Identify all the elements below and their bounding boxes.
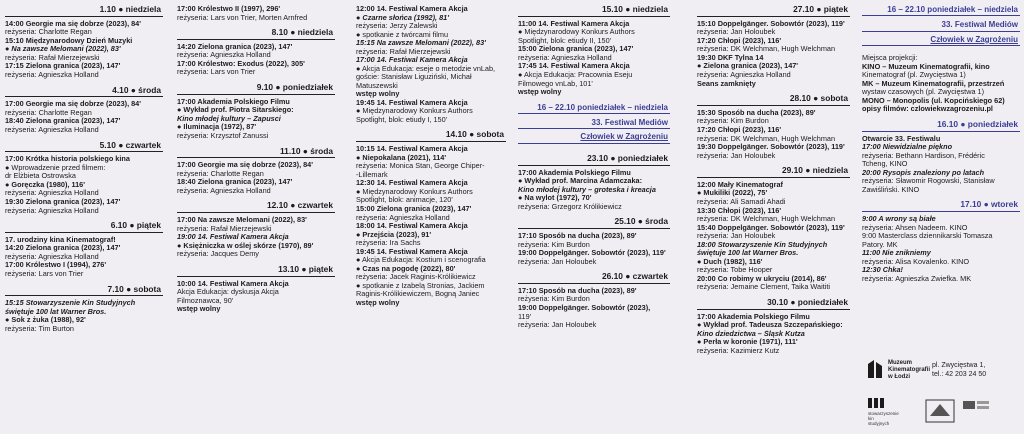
program-line: 14:20 Zielona granica (2023), 147' <box>5 244 121 253</box>
program-line: reżyseria: Kim Burdon <box>518 295 590 304</box>
program-line: Miejsca projekcji: <box>862 54 918 63</box>
venues-block <box>862 54 1020 114</box>
program-line: ● Przejścia (2023), 91' <box>356 230 432 239</box>
program-line: 17:00 Niewidzialne piękno <box>862 143 953 152</box>
program-line: reżyseria: Charlotte Regan <box>5 28 92 37</box>
program-line: reżyseria: Agnieszka Holland <box>5 125 99 134</box>
program-line: Matuszewski <box>356 81 398 90</box>
program-line: -Lillemark <box>356 170 388 179</box>
program-line: KINO – Muzeum Kinematografii, kino <box>862 62 990 71</box>
program-line: ● Akcja Edukacja: eseje o metodzie vnLab, <box>356 64 496 73</box>
museum-address: pl. Zwycięstwa 1, tel.: 42 203 24 50 <box>932 362 987 379</box>
program-column <box>177 5 335 431</box>
program-line: reżyseria: Agnieszka Holland <box>356 213 450 222</box>
day-header: 11.10 ● środa <box>177 147 335 159</box>
program-line: ● Goręczka (1980), 116' <box>5 180 85 189</box>
program-line: reżyseria: Jan Holoubek <box>697 151 776 160</box>
partner-logo-icon <box>962 400 992 420</box>
program-line: reżyseria: Agnieszka Holland <box>177 51 271 60</box>
program-line: 13:30 Chłopi (2023), 116' <box>697 206 782 215</box>
program-line: 14:00 Georgie ma się dobrze (2023), 84' <box>5 19 141 28</box>
program-line: wstęp wolny <box>177 305 221 314</box>
program-line: reżyseria: Rafał Mierzejewski <box>5 53 100 62</box>
program-line: 18:40 Zielona granica (2023), 147' <box>177 178 293 187</box>
program-line: 18:00 Stowarzyszenie Kin Studyjnych <box>697 240 828 249</box>
program-line: reżyseria: Agnieszka Holland <box>518 53 612 62</box>
program-line: reżyseria: Rafał Mierzejewski <box>356 47 451 56</box>
program-line: ● Akcja Edukacja: Pracownia Eseju <box>518 71 633 80</box>
program-line: 17:00 Georgie ma się dobrze (2023), 84' <box>5 100 141 109</box>
day-header: 26.10 ● czwartek <box>518 272 670 284</box>
program-line: Otwarcie 33. Festiwalu <box>862 134 941 143</box>
program-line: 19:00 Doppelgänger. Sobowtór (2023), <box>518 304 651 313</box>
program-line: 15:10 Międzynarodowy Dzień Muzyki <box>5 36 133 45</box>
program-line: Kino dziedzictwa – Śląsk Kutza <box>697 329 805 338</box>
day-header: 1.10 ● niedziela <box>5 5 163 17</box>
program-line: Spotlight, blok: etiudy I, 150' <box>356 115 448 124</box>
day-header: 27.10 ● piątek <box>697 5 850 17</box>
museum-logo-text: Muzeum Kinematografii w Łodzi <box>888 360 931 380</box>
day-header: 9.10 ● poniedziałek <box>177 83 335 95</box>
program-line: ● Czas na pogodę (2022), 80' <box>356 264 456 273</box>
program-line: wystaw czasowych (pl. Zwycięstwa 1) <box>862 88 985 97</box>
sks-logo-icon <box>866 396 888 410</box>
program-line: świętuje 100 lat Warner Bros. <box>5 307 107 316</box>
program-line: 9:00 Masterclass dziennikarski Tomasza <box>862 232 993 241</box>
program-line: 17:45 14. Festiwal Kamera Akcja <box>518 62 630 71</box>
program-line: Kino młodej kultury – Zapusci <box>177 114 281 123</box>
program-line: Raginis-Królikiewiczem, Bogną Janiec <box>356 290 480 299</box>
program-line: ● Wykład prof. Marcina Adamczaka: <box>518 177 643 186</box>
program-line: ● Perła w koronie (1971), 111' <box>697 338 798 347</box>
festival-header: 16 – 22.10 poniedziałek – niedziela <box>518 103 670 114</box>
day-block <box>518 103 670 144</box>
day-block <box>177 83 335 140</box>
program-line: 17:00 14. Festiwal Kamera Akcja <box>356 56 468 65</box>
day-block <box>697 166 850 292</box>
day-header: 30.10 ● poniedziałek <box>697 298 850 310</box>
program-line: ● Wprowadzenie przed filmem: <box>5 163 106 172</box>
program-line: 15:00 Zielona granica (2023), 147' <box>356 204 472 213</box>
day-block <box>518 272 670 329</box>
program-line: reżyseria: DK Welchman, Hugh Welchman <box>697 134 836 143</box>
day-block <box>5 86 163 135</box>
festival-theme: Człowiek w Zagrożeniu <box>862 34 1020 46</box>
program-line: opisy filmów: czlowiekwzagrozeniu.pl <box>862 105 993 114</box>
day-block <box>5 5 163 80</box>
program-line: reżyseria: Lars von Trier, Morten Arnfred <box>177 13 308 22</box>
day-header: 17.10 ● wtorek <box>862 200 1020 212</box>
program-line: Akcja Edukacja: dyskusja Akcja <box>177 288 279 297</box>
program-line: 17:20 Chłopi (2023), 116' <box>697 36 782 45</box>
program-line: reżyseria: Jan Holoubek <box>518 321 597 330</box>
program-line: ● Międzynarodowy Konkurs Authors <box>356 187 473 196</box>
program-line: 17:00 Akademia Polskiego Filmu <box>518 168 631 177</box>
program-line: MK – Muzeum Kinematografii, przestrzeń <box>862 79 1005 88</box>
day-block <box>177 5 335 22</box>
footer <box>866 358 1021 432</box>
day-block <box>862 200 1020 283</box>
program-line: reżyseria: Lars von Trier <box>5 270 84 278</box>
program-line: reżyseria: Jan Holoubek <box>697 232 776 241</box>
day-header: 29.10 ● niedziela <box>697 166 850 178</box>
program-line: 9:00 A wrony są białe <box>862 215 936 224</box>
program-line: ● Wykład prof. Piotra Sitarskiego: <box>177 106 294 115</box>
festival-theme: Człowiek w Zagrożeniu <box>518 131 670 143</box>
program-line: goście: Stanisław Liguziński, Michał <box>356 73 472 82</box>
program-line: Spotlight, blok: animacje, 120' <box>356 196 453 205</box>
program-line: ● Międzynarodowy Konkurs Authors <box>518 28 635 37</box>
program-line: ● Księżniczka w oślej skórze (1970), 89' <box>177 241 314 250</box>
program-line: ● spotkanie z twórcami filmu <box>356 30 448 39</box>
program-line: 17:00 Akademia Polskiego Filmu <box>177 97 290 106</box>
program-line: reżyseria: Agnieszka Zwiefka. MK <box>862 274 972 283</box>
festival-dates-header: 16 – 22.10 poniedziałek – niedziela <box>862 5 1020 16</box>
program-line: ● Duch (1982), 116' <box>697 257 763 266</box>
program-line: 18:40 Zielona granica (2023), 147' <box>5 117 121 126</box>
program-line: reżyseria: DK Welchman, Hugh Welchman <box>697 215 836 224</box>
program-line: 11:00 14. Festiwal Kamera Akcja <box>518 19 630 28</box>
program-line: reżyseria: Kim Burdon <box>518 240 590 249</box>
program-line: ● Iluminacja (1972), 87' <box>177 123 257 132</box>
program-line: reżyseria: Jan Holoubek <box>697 28 776 37</box>
program-line: wstęp wolny <box>356 298 400 307</box>
program-line: reżyseria: Kazimierz Kutz <box>697 346 780 355</box>
program-line: 19:30 Doppelgänger. Sobowtór (2023), 119' <box>697 143 845 152</box>
program-line: 18:00 14. Festiwal Kamera Akcja <box>356 222 468 231</box>
program-line: reżyseria: Bethann Hardison, Frédéric <box>862 151 985 160</box>
day-header: 25.10 ● środa <box>518 217 670 229</box>
program-line: reżyseria: Agnieszka Holland <box>5 252 99 261</box>
day-block <box>697 298 850 355</box>
program-line: reżyseria: Jacek Raginis-Królikiewicz <box>356 273 476 282</box>
program-line: ● Akcja Edukacja: Kostium i scenografia <box>356 256 486 265</box>
program-line: 12:00 14. Festiwal Kamera Akcja <box>356 5 468 13</box>
program-line: Seans zamknięty <box>697 79 756 88</box>
program-line: Filmowego vnLab, 101' <box>518 79 593 88</box>
day-header: 4.10 ● środa <box>5 86 163 98</box>
program-line: ● Czarne słońca (1992), 81' <box>356 13 449 22</box>
day-block <box>177 201 335 258</box>
program-line: 19:30 Zielona granica (2023), 147' <box>5 197 121 206</box>
program-line: ● Niepokalana (2021), 114' <box>356 153 447 162</box>
program-line: 17:00 Georgie ma się dobrze (2023), 84' <box>177 161 313 170</box>
program-line: reżyseria: DK Welchman, Hugh Welchman <box>697 45 836 54</box>
day-header: 6.10 ● piątek <box>5 221 163 233</box>
program-line: 19:00 14. Festiwal Kamera Akcja <box>177 233 289 242</box>
program-line: reżyseria: Agnieszka Holland <box>177 186 271 195</box>
program-line: Kino młodej kultury – groteska i kreacja <box>518 185 656 194</box>
program-line: 17:00 Królestwo I (1994), 276' <box>5 261 107 270</box>
day-block <box>518 217 670 266</box>
program-line: dr Elżbieta Ostrowska <box>5 172 76 181</box>
program-column <box>356 5 506 431</box>
unesco-logo-icon <box>924 398 956 424</box>
day-header: 16.10 ● poniedziałek <box>862 120 1020 132</box>
program-line: reżyseria: Lars von Trier <box>177 68 256 77</box>
program-line: ● Międzynarodowy Konkurs Authors <box>356 107 473 116</box>
program-line: reżyseria: Agnieszka Holland <box>5 206 99 215</box>
day-block <box>697 5 850 88</box>
program-line: ● spotkanie z Izabelą Stronias, Jackiem <box>356 281 485 290</box>
sks-logo-text: stowarzyszenie kin studyjnych <box>868 411 899 426</box>
program-line: wstęp wolny <box>518 88 562 97</box>
program-line: 19:00 Doppelgänger. Sobowtór (2023), 119' <box>518 249 666 258</box>
program-line: 20:00 Rysopis znaleziony po latach <box>862 168 985 177</box>
program-line: 119' <box>518 312 532 321</box>
program-line: 17. urodziny kina Kinematograf! <box>5 235 116 244</box>
program-line: ● Wykład prof. Tadeusza Szczepańskiego: <box>697 321 843 330</box>
program-column <box>518 5 670 431</box>
program-line: 17:10 Sposób na ducha (2023), 89' <box>518 286 637 295</box>
program-line: 12:30 Chka! <box>862 266 903 275</box>
program-line: 19:45 14. Festiwal Kamera Akcja <box>356 247 468 256</box>
day-block <box>356 5 506 124</box>
program-line: 14:20 Zielona granica (2023), 147' <box>177 42 293 51</box>
day-block <box>177 28 335 77</box>
program-line: wstęp wolny <box>356 90 400 99</box>
program-line: ● Na zawsze Melomani (2022), 83' <box>5 45 121 54</box>
program-line: 17:20 Chłopi (2023), 116' <box>697 125 782 134</box>
program-line: 15:15 Stowarzyszenie Kin Studyjnych <box>5 299 136 308</box>
program-line: Tcheng, KINO <box>862 160 908 169</box>
program-line: 12:30 14. Festiwal Kamera Akcja <box>356 179 468 188</box>
program-line: 17:00 Na zawsze Melomani (2022), 83' <box>177 216 307 225</box>
program-line: reżyseria: Alisa Kovalenko. KINO <box>862 257 970 266</box>
program-line: 17:10 Sposób na ducha (2023), 89' <box>518 232 637 240</box>
program-line: 15:15 Na zawsze Melomani (2022), 83' <box>356 39 486 48</box>
program-line: Spotlight, blok: etiudy II, 150' <box>518 36 612 45</box>
day-header: 23.10 ● poniedziałek <box>518 154 670 166</box>
program-line: 19:45 14. Festiwal Kamera Akcja <box>356 98 468 107</box>
day-block <box>5 141 163 216</box>
program-line: reżyseria: Monica Stan, George Chiper- <box>356 162 485 171</box>
day-header: 8.10 ● niedziela <box>177 28 335 40</box>
program-line: 12:00 Mały Kinematograf <box>697 180 783 189</box>
festival-fest: 33. Festiwal Mediów <box>518 117 670 129</box>
program-line: reżyseria: Grzegorz Królikiewicz <box>518 202 622 211</box>
day-header: 7.10 ● sobota <box>5 285 163 297</box>
program-line: 17:15 Zielona granica (2023), 147' <box>5 62 121 71</box>
day-block <box>697 94 850 160</box>
program-line: reżyseria: Agnieszka Holland <box>697 71 791 80</box>
program-line: reżyseria: Agnieszka Holland <box>5 71 99 80</box>
program-line: 11:00 Nie znikniemy <box>862 249 931 258</box>
program-line: 17:00 Krótka historia polskiego kina <box>5 155 130 164</box>
program-line: reżyseria: Kim Burdon <box>697 117 769 126</box>
program-line: Patory. MK <box>862 240 898 249</box>
program-line: reżyseria: Charlotte Regan <box>5 108 92 117</box>
program-line: 10:15 14. Festiwal Kamera Akcja <box>356 145 468 154</box>
program-line: ● Na wylot (1972), 70' <box>518 194 592 203</box>
program-column <box>5 5 163 431</box>
program-line: reżyseria: Charlotte Regan <box>177 169 264 178</box>
program-line: reżyseria: Jacques Demy <box>177 250 259 259</box>
program-line: 19:30 DKF Tylna 14 <box>697 53 764 62</box>
program-line: 15:30 Sposób na ducha (2023), 89' <box>697 108 816 117</box>
program-line: 10:00 14. Festiwal Kamera Akcja <box>177 279 289 288</box>
program-line: reżyseria: Tobe Hooper <box>697 266 773 275</box>
program-line: świętuje 100 lat Warner Bros. <box>697 249 799 258</box>
program-line: reżyseria: Jemaine Clement, Taika Waititi <box>697 283 831 292</box>
program-line: 15:00 Zielona granica (2023), 147' <box>518 45 634 54</box>
program-line: reżyseria: Ali Samadi Ahadi <box>697 197 786 206</box>
program-line: MONO – Monopolis (ul. Kopcińskiego 62) <box>862 96 1005 105</box>
festival-name: 33. Festiwal Mediów <box>862 19 1020 31</box>
day-header: 5.10 ● czwartek <box>5 141 163 153</box>
program-line: ● Zielona granica (2023), 147' <box>697 62 799 71</box>
program-line: reżyseria: Rafał Mierzejewski <box>177 224 272 233</box>
day-block <box>518 154 670 211</box>
program-line: Filmoznawca, 90' <box>177 296 234 305</box>
program-line: Zawiśliński. KINO <box>862 185 920 194</box>
day-header: 14.10 ● sobota <box>356 130 506 142</box>
day-block <box>177 265 335 314</box>
program-line: Kinematograf (pl. Zwycięstwa 1) <box>862 71 966 80</box>
program-line: 17:00 Królestwo: Exodus (2022), 305' <box>177 59 305 68</box>
program-line: 15:40 Doppelgänger. Sobowtór (2023), 119' <box>697 223 845 232</box>
program-line: ● Mukiliki (2022), 75' <box>697 189 768 198</box>
program-line: 15:10 Doppelgänger. Sobowtór (2023), 119' <box>697 19 845 28</box>
program-line: 17:00 Akademia Polskiego Filmu <box>697 312 810 321</box>
day-block <box>177 147 335 196</box>
program-line: reżyseria: Jerzy Zalewski <box>356 22 438 31</box>
day-header: 12.10 ● czwartek <box>177 201 335 213</box>
day-block <box>862 120 1020 195</box>
program-line: reżyseria: Tim Burton <box>5 324 74 333</box>
day-block <box>5 221 163 278</box>
program-column <box>697 5 850 431</box>
program-line: ● Sok z żuka (1988), 92' <box>5 316 86 325</box>
program-line: reżyseria: Krzysztof Zanussi <box>177 131 269 140</box>
program-line: 20:00 Co robimy w ukryciu (2014), 86' <box>697 274 827 283</box>
day-block <box>518 5 670 97</box>
program-line: 17:00 Królestwo II (1997), 296' <box>177 5 281 13</box>
day-block <box>5 285 163 334</box>
program-line: reżyseria: Ira Sachs <box>356 239 421 248</box>
day-header: 15.10 ● niedziela <box>518 5 670 17</box>
program-line: reżyseria: Ahsen Nadeem. KINO <box>862 223 968 232</box>
day-header: 13.10 ● piątek <box>177 265 335 277</box>
program-line: reżyseria: Jan Holoubek <box>518 257 597 266</box>
program-line: reżyseria: Sławomir Rogowski, Stanisław <box>862 177 995 186</box>
day-header: 28.10 ● sobota <box>697 94 850 106</box>
program-line: reżyseria: Agnieszka Holland <box>5 189 99 198</box>
day-block <box>356 130 506 307</box>
